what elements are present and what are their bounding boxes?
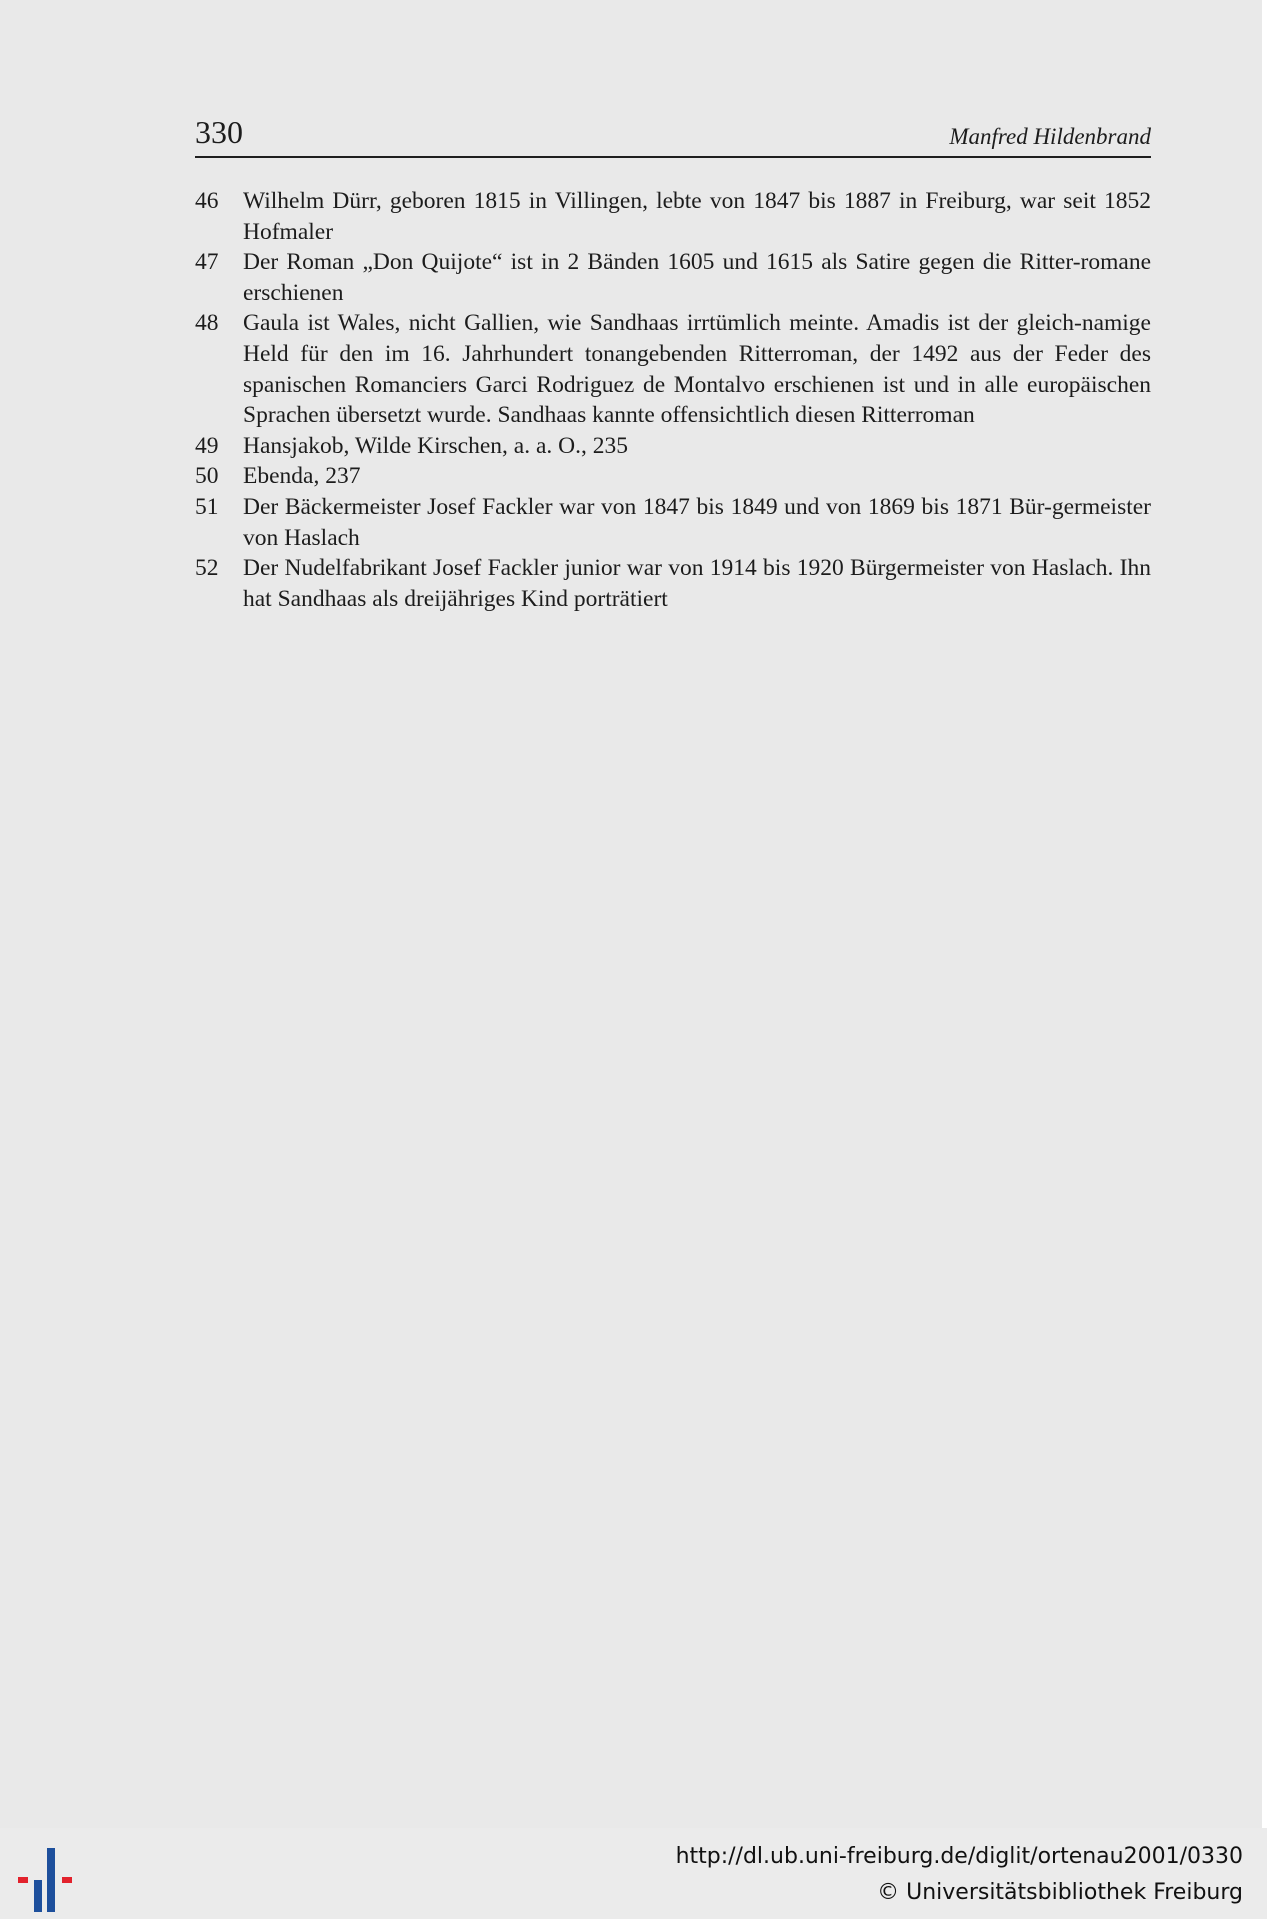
endnote-text: Ebenda, 237 bbox=[243, 463, 361, 490]
page-edge bbox=[1262, 0, 1267, 1828]
page-header bbox=[195, 112, 1151, 158]
endnote-item bbox=[195, 431, 1151, 462]
endnote-item bbox=[195, 186, 1151, 247]
endnote-number: 51 bbox=[195, 493, 219, 520]
endnote-number: 49 bbox=[195, 432, 219, 459]
endnote-number: 48 bbox=[195, 310, 219, 337]
endnote-text: Wilhelm Dürr, geboren 1815 in Villingen, lebte von 1847 bis 1887 in Freiburg, war seit 1852 Hofmaler bbox=[243, 188, 1151, 245]
university-library-logo-icon bbox=[16, 1842, 80, 1914]
endnote-text: Der Nudelfabrikant Josef Fackler junior war von 1914 bis 1920 Bürgermeister von Haslach. Ihn hat Sandhaas als dreijähriges Kind porträtiert bbox=[243, 555, 1151, 612]
copyright-notice: © Universitätsbibliothek Freiburg bbox=[877, 1880, 1243, 1905]
endnote-number: 46 bbox=[195, 188, 219, 214]
viewer-footer bbox=[0, 1828, 1267, 1919]
endnote-text: Hansjakob, Wilde Kirschen, a. a. O., 235 bbox=[243, 432, 628, 459]
endnote-text: Gaula ist Wales, nicht Gallien, wie Sandhaas irrtümlich meinte. Amadis ist der gleich-namige Held für den im 16. Jahrhundert tonangebenden Ritterroman, der 1492 aus der Feder des spanischen Romanciers Garci Rodriguez de Montalvo erschienen ist und in alle europäischen Sprachen übersetzt wurde. Sandhaas kannte offensichtlich diesen Ritterroman bbox=[243, 310, 1151, 429]
endnotes-list bbox=[195, 186, 1151, 614]
endnote-item bbox=[195, 247, 1151, 308]
endnote-number: 52 bbox=[195, 555, 219, 582]
logo-blue-bar-short bbox=[34, 1880, 42, 1912]
endnote-item bbox=[195, 461, 1151, 492]
endnote-number: 50 bbox=[195, 463, 219, 490]
logo-red-dash-right bbox=[62, 1877, 72, 1883]
endnote-text: Der Roman „Don Quijote“ ist in 2 Bänden 1605 und 1615 als Satire gegen die Ritter-romane erschienen bbox=[243, 249, 1151, 306]
endnote-item bbox=[195, 492, 1151, 553]
logo-blue-bar-tall bbox=[47, 1848, 55, 1912]
page-number: 330 bbox=[195, 114, 243, 150]
endnote-text: Der Bäckermeister Josef Fackler war von 1847 bis 1849 und von 1869 bis 1871 Bür-germeister von Haslach bbox=[243, 493, 1151, 551]
endnote-item bbox=[195, 553, 1151, 614]
endnote-number: 47 bbox=[195, 249, 219, 276]
endnote-item bbox=[195, 308, 1151, 430]
permalink-url[interactable]: http://dl.ub.uni-freiburg.de/diglit/ortenau2001/0330 bbox=[675, 1844, 1243, 1869]
running-head-author: Manfred Hildenbrand bbox=[949, 124, 1151, 149]
logo-red-dash-left bbox=[18, 1877, 28, 1883]
